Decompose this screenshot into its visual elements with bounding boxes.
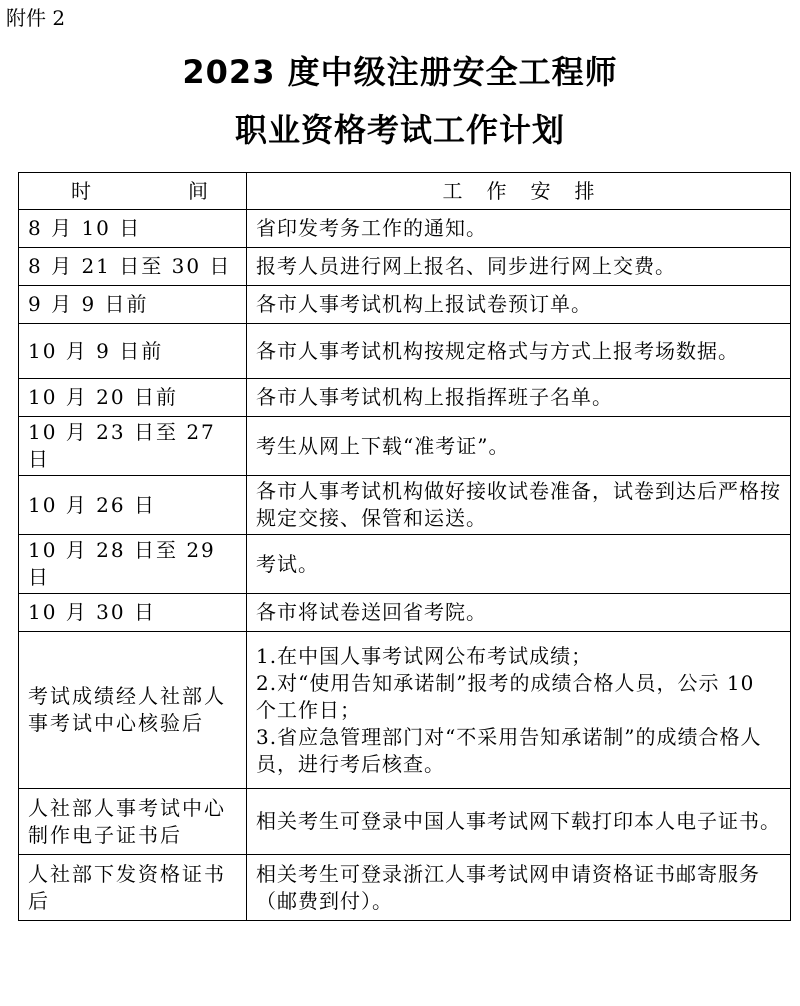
work-item: 各市将试卷送回省考院。	[256, 600, 487, 624]
row-time: 10 月 30 日	[19, 594, 247, 632]
row-time: 10 月 28 日至 29 日	[19, 535, 247, 594]
table-header-row	[19, 173, 791, 210]
table-row	[19, 324, 791, 379]
schedule-table	[18, 172, 791, 921]
table-row	[19, 476, 791, 535]
row-work	[247, 476, 791, 535]
header-work	[247, 173, 791, 210]
work-item: 各市人事考试机构做好接收试卷准备，试卷到达后严格按规定交接、保管和运送。	[256, 479, 781, 530]
work-item: 考试。	[256, 551, 319, 576]
table-body	[19, 210, 791, 921]
row-time: 10 月 26 日	[19, 476, 247, 535]
table-row	[19, 286, 791, 324]
row-time: 人社部人事考试中心制作电子证书后	[19, 789, 247, 855]
work-item: 各市人事考试机构上报指挥班子名单。	[256, 385, 613, 409]
work-item: 考生从网上下载“准考证”。	[256, 433, 510, 458]
work-item: 3.省应急管理部门对“不采用告知承诺制”的成绩合格人员，进行考后核查。	[256, 724, 762, 776]
row-work	[247, 535, 791, 594]
table-row	[19, 594, 791, 632]
work-item: 各市人事考试机构按规定格式与方式上报考场数据。	[256, 338, 739, 363]
row-work	[247, 379, 791, 417]
row-time: 人社部下发资格证书后	[19, 855, 247, 921]
table-row	[19, 379, 791, 417]
table-row	[19, 210, 791, 248]
row-work	[247, 324, 791, 379]
row-work	[247, 286, 791, 324]
work-item: 省印发考务工作的通知。	[256, 216, 487, 240]
row-time: 8 月 21 日至 30 日	[19, 248, 247, 286]
work-item: 2.对“使用告知承诺制”报考的成绩合格人员，公示 10 个工作日；	[256, 670, 755, 722]
work-item: 1.在中国人事考试网公布考试成绩；	[256, 643, 593, 668]
table-row	[19, 789, 791, 855]
table-row	[19, 632, 791, 789]
row-time: 9 月 9 日前	[19, 286, 247, 324]
table-row	[19, 417, 791, 476]
row-work	[247, 855, 791, 921]
document-title-line-1: 2023 度中级注册安全工程师	[182, 53, 618, 91]
row-work	[247, 248, 791, 286]
table-row	[19, 535, 791, 594]
document-title-line-2: 职业资格考试工作计划	[234, 111, 565, 149]
row-time: 10 月 23 日至 27 日	[19, 417, 247, 476]
header-time	[19, 173, 247, 210]
row-time: 考试成绩经人社部人事考试中心核验后	[19, 632, 247, 789]
row-work	[247, 417, 791, 476]
header-time-char: 间	[188, 178, 208, 203]
work-item: 各市人事考试机构上报试卷预订单。	[256, 292, 592, 316]
work-item: 报考人员进行网上报名、同步进行网上交费。	[256, 254, 676, 278]
row-work	[247, 594, 791, 632]
attachment-label: 附件 2	[6, 6, 66, 30]
row-work	[247, 210, 791, 248]
work-item: 相关考生可登录中国人事考试网下载打印本人电子证书。	[256, 809, 781, 833]
row-work	[247, 789, 791, 855]
row-time: 10 月 9 日前	[19, 324, 247, 379]
row-time: 10 月 20 日前	[19, 379, 247, 417]
header-work-label: 工作安排	[442, 178, 619, 203]
table-row	[19, 855, 791, 921]
row-work	[247, 632, 791, 789]
row-time: 8 月 10 日	[19, 210, 247, 248]
header-time-char: 时	[71, 178, 91, 203]
work-item: 相关考生可登录浙江人事考试网申请资格证书邮寄服务（邮费到付）。	[256, 861, 760, 913]
table-row	[19, 248, 791, 286]
